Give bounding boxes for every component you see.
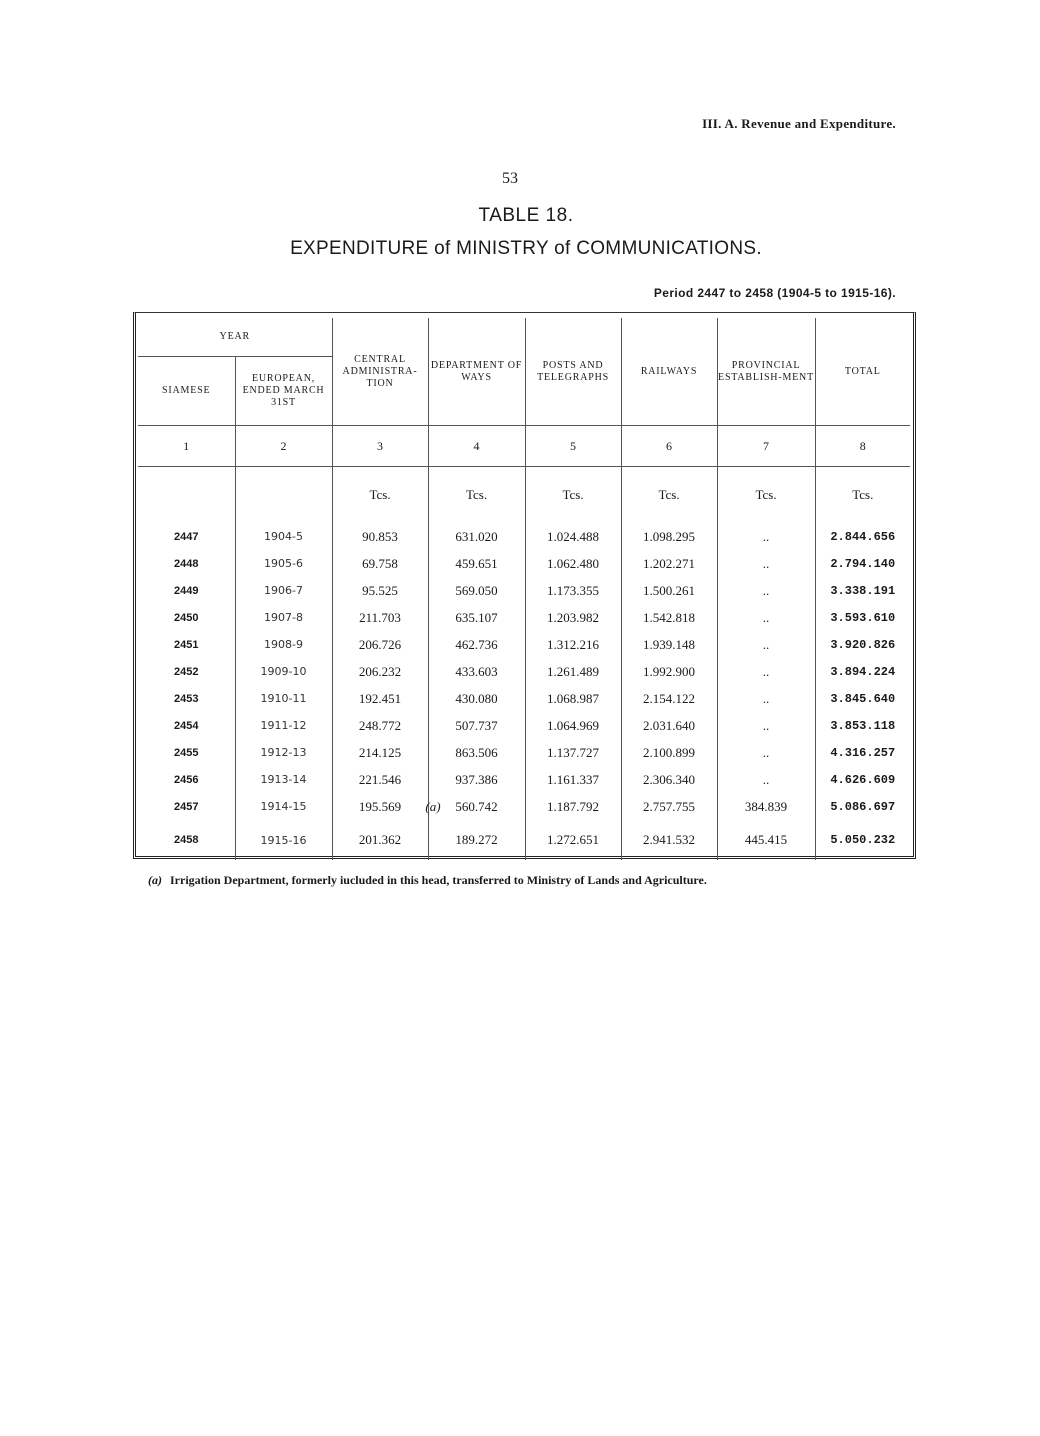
cell-posts: 1.068.987 — [525, 685, 621, 712]
section-header: III. A. Revenue and Expenditure. — [702, 116, 896, 131]
cell-european: 1909-10 — [235, 658, 332, 685]
cell-value: 560.742 — [455, 798, 498, 814]
cell-central: 69.758 — [332, 550, 428, 577]
cell-total: 3.853.118 — [815, 712, 910, 739]
cell-provincial: .. — [717, 550, 815, 577]
cell-railways: 1.500.261 — [621, 577, 717, 604]
cell-siamese: 2454 — [174, 719, 199, 732]
cell-provincial: .. — [717, 604, 815, 631]
cell-ways: 459.651 — [428, 550, 525, 577]
column-number: 7 — [717, 426, 815, 467]
unit-label: Tcs. — [815, 467, 910, 524]
column-number: 3 — [332, 426, 428, 467]
cell-central: 201.362 — [332, 820, 428, 860]
cell-provincial: .. — [717, 658, 815, 685]
table-title: TABLE 18. — [478, 205, 574, 226]
cell-central: 192.451 — [332, 685, 428, 712]
cell-central: 206.726 — [332, 631, 428, 658]
cell-siamese: 2448 — [174, 557, 199, 570]
cell-provincial: 384.839 — [717, 793, 815, 820]
header-european: EUROPEAN, ENDED MARCH 31ST — [235, 357, 332, 426]
table-row — [138, 523, 910, 550]
cell-siamese: 2451 — [174, 638, 199, 651]
cell-posts: 1.137.727 — [525, 739, 621, 766]
cell-posts: 1.024.488 — [525, 523, 621, 550]
cell-ways: 937.386 — [428, 766, 525, 793]
cell-ways — [425, 793, 525, 820]
cell-provincial: .. — [717, 577, 815, 604]
header-department-of-ways: DEPARTMENT OF WAYS — [428, 318, 525, 426]
cell-total: 4.316.257 — [815, 739, 910, 766]
column-number: 8 — [815, 426, 910, 467]
cell-european: 1911-12 — [235, 712, 332, 739]
table-row — [138, 712, 910, 739]
cell-posts: 1.062.480 — [525, 550, 621, 577]
cell-european: 1906-7 — [235, 577, 332, 604]
cell-posts: 1.161.337 — [525, 766, 621, 793]
cell-european: 1915-16 — [235, 820, 332, 860]
column-number: 2 — [235, 426, 332, 467]
cell-ways: 462.736 — [428, 631, 525, 658]
cell-posts: 1.272.651 — [525, 820, 621, 860]
period-label: Period 2447 to 2458 (1904-5 to 1915-16). — [653, 286, 896, 300]
cell-total: 3.894.224 — [815, 658, 910, 685]
table-row — [138, 550, 910, 577]
cell-provincial: .. — [717, 631, 815, 658]
cell-central: 195.569 — [332, 793, 428, 820]
header-siamese: SIAMESE — [162, 385, 211, 396]
cell-railways: 2.100.899 — [621, 739, 717, 766]
cell-total: 5.050.232 — [815, 820, 910, 860]
cell-central: 214.125 — [332, 739, 428, 766]
cell-european: 1908-9 — [235, 631, 332, 658]
footnote — [148, 873, 908, 888]
cell-railways: 2.154.122 — [621, 685, 717, 712]
table-row — [138, 604, 910, 631]
page-number: 53 — [502, 170, 518, 187]
cell-siamese: 2453 — [174, 692, 199, 705]
cell-posts: 1.261.489 — [525, 658, 621, 685]
cell-ways: 189.272 — [428, 820, 525, 860]
cell-total: 3.920.826 — [815, 631, 910, 658]
header-central-administration: CENTRAL ADMINISTRA-TION — [332, 318, 428, 426]
cell-siamese: 2457 — [174, 800, 199, 813]
cell-total: 3.845.640 — [815, 685, 910, 712]
cell-european: 1912-13 — [235, 739, 332, 766]
cell-ways: 507.737 — [428, 712, 525, 739]
cell-total: 2.844.656 — [815, 523, 910, 550]
cell-central: 90.853 — [332, 523, 428, 550]
cell-railways: 1.992.900 — [621, 658, 717, 685]
cell-ways: 430.080 — [428, 685, 525, 712]
cell-ways: 433.603 — [428, 658, 525, 685]
header-total: TOTAL — [815, 318, 910, 426]
cell-ways: 863.506 — [428, 739, 525, 766]
cell-european: 1905-6 — [235, 550, 332, 577]
cell-railways: 2.757.755 — [621, 793, 717, 820]
cell-siamese: 2456 — [174, 773, 199, 786]
cell-posts: 1.064.969 — [525, 712, 621, 739]
table-subtitle: EXPENDITURE of MINISTRY of COMMUNICATIONS. — [290, 238, 762, 259]
header-provincial-establishment: PROVINCIAL ESTABLISH-MENT — [717, 318, 815, 426]
column-number: 1 — [138, 426, 235, 467]
cell-central: 95.525 — [332, 577, 428, 604]
cell-railways: 2.306.340 — [621, 766, 717, 793]
cell-ways: 635.107 — [428, 604, 525, 631]
cell-provincial: 445.415 — [717, 820, 815, 860]
table-row — [138, 739, 910, 766]
cell-total: 3.593.610 — [815, 604, 910, 631]
unit-cell-empty — [138, 467, 235, 524]
column-number: 5 — [525, 426, 621, 467]
cell-posts: 1.203.982 — [525, 604, 621, 631]
cell-siamese: 2447 — [174, 530, 199, 543]
cell-siamese: 2452 — [174, 665, 199, 678]
expenditure-table — [138, 318, 910, 860]
cell-provincial: .. — [717, 712, 815, 739]
table-row — [138, 685, 910, 712]
cell-provincial: .. — [717, 766, 815, 793]
unit-label: Tcs. — [525, 467, 621, 524]
table-row — [138, 820, 910, 860]
cell-european: 1904-5 — [235, 523, 332, 550]
cell-railways: 1.939.148 — [621, 631, 717, 658]
cell-total: 5.086.697 — [815, 793, 910, 820]
cell-siamese: 2449 — [174, 584, 199, 597]
cell-posts: 1.173.355 — [525, 577, 621, 604]
cell-european: 1910-11 — [235, 685, 332, 712]
cell-provincial: .. — [717, 523, 815, 550]
cell-central: 206.232 — [332, 658, 428, 685]
cell-european: 1907-8 — [235, 604, 332, 631]
cell-european: 1913-14 — [235, 766, 332, 793]
header-posts-telegraphs: POSTS AND TELEGRAPHS — [525, 318, 621, 426]
note-mark: (a) — [425, 798, 441, 814]
cell-siamese: 2455 — [174, 746, 199, 759]
unit-cell-empty — [235, 467, 332, 524]
cell-railways: 1.202.271 — [621, 550, 717, 577]
cell-siamese: 2458 — [174, 834, 199, 846]
unit-label: Tcs. — [332, 467, 428, 524]
header-railways: RAILWAYS — [621, 318, 717, 426]
footnote-text: Irrigation Department, formerly iucluded in this head, transferred to Ministry of Lands and Agriculture. — [170, 873, 707, 887]
header-year: YEAR — [138, 318, 332, 357]
unit-label: Tcs. — [717, 467, 815, 524]
cell-siamese: 2450 — [174, 611, 199, 624]
table-row — [138, 793, 910, 820]
cell-central: 211.703 — [332, 604, 428, 631]
cell-railways: 2.941.532 — [621, 820, 717, 860]
unit-label: Tcs. — [428, 467, 525, 524]
footnote-mark: (a) — [148, 873, 162, 887]
cell-central: 221.546 — [332, 766, 428, 793]
cell-railways: 2.031.640 — [621, 712, 717, 739]
column-number: 4 — [428, 426, 525, 467]
column-number: 6 — [621, 426, 717, 467]
cell-provincial: .. — [717, 685, 815, 712]
cell-ways: 631.020 — [428, 523, 525, 550]
cell-total: 3.338.191 — [815, 577, 910, 604]
cell-provincial: .. — [717, 739, 815, 766]
table-row — [138, 577, 910, 604]
cell-central: 248.772 — [332, 712, 428, 739]
cell-posts: 1.187.792 — [525, 793, 621, 820]
cell-posts: 1.312.216 — [525, 631, 621, 658]
table-row — [138, 658, 910, 685]
cell-railways: 1.098.295 — [621, 523, 717, 550]
cell-total: 4.626.609 — [815, 766, 910, 793]
table-row — [138, 631, 910, 658]
cell-european: 1914-15 — [235, 793, 332, 820]
table-row — [138, 766, 910, 793]
cell-total: 2.794.140 — [815, 550, 910, 577]
unit-label: Tcs. — [621, 467, 717, 524]
cell-ways: 569.050 — [428, 577, 525, 604]
cell-railways: 1.542.818 — [621, 604, 717, 631]
